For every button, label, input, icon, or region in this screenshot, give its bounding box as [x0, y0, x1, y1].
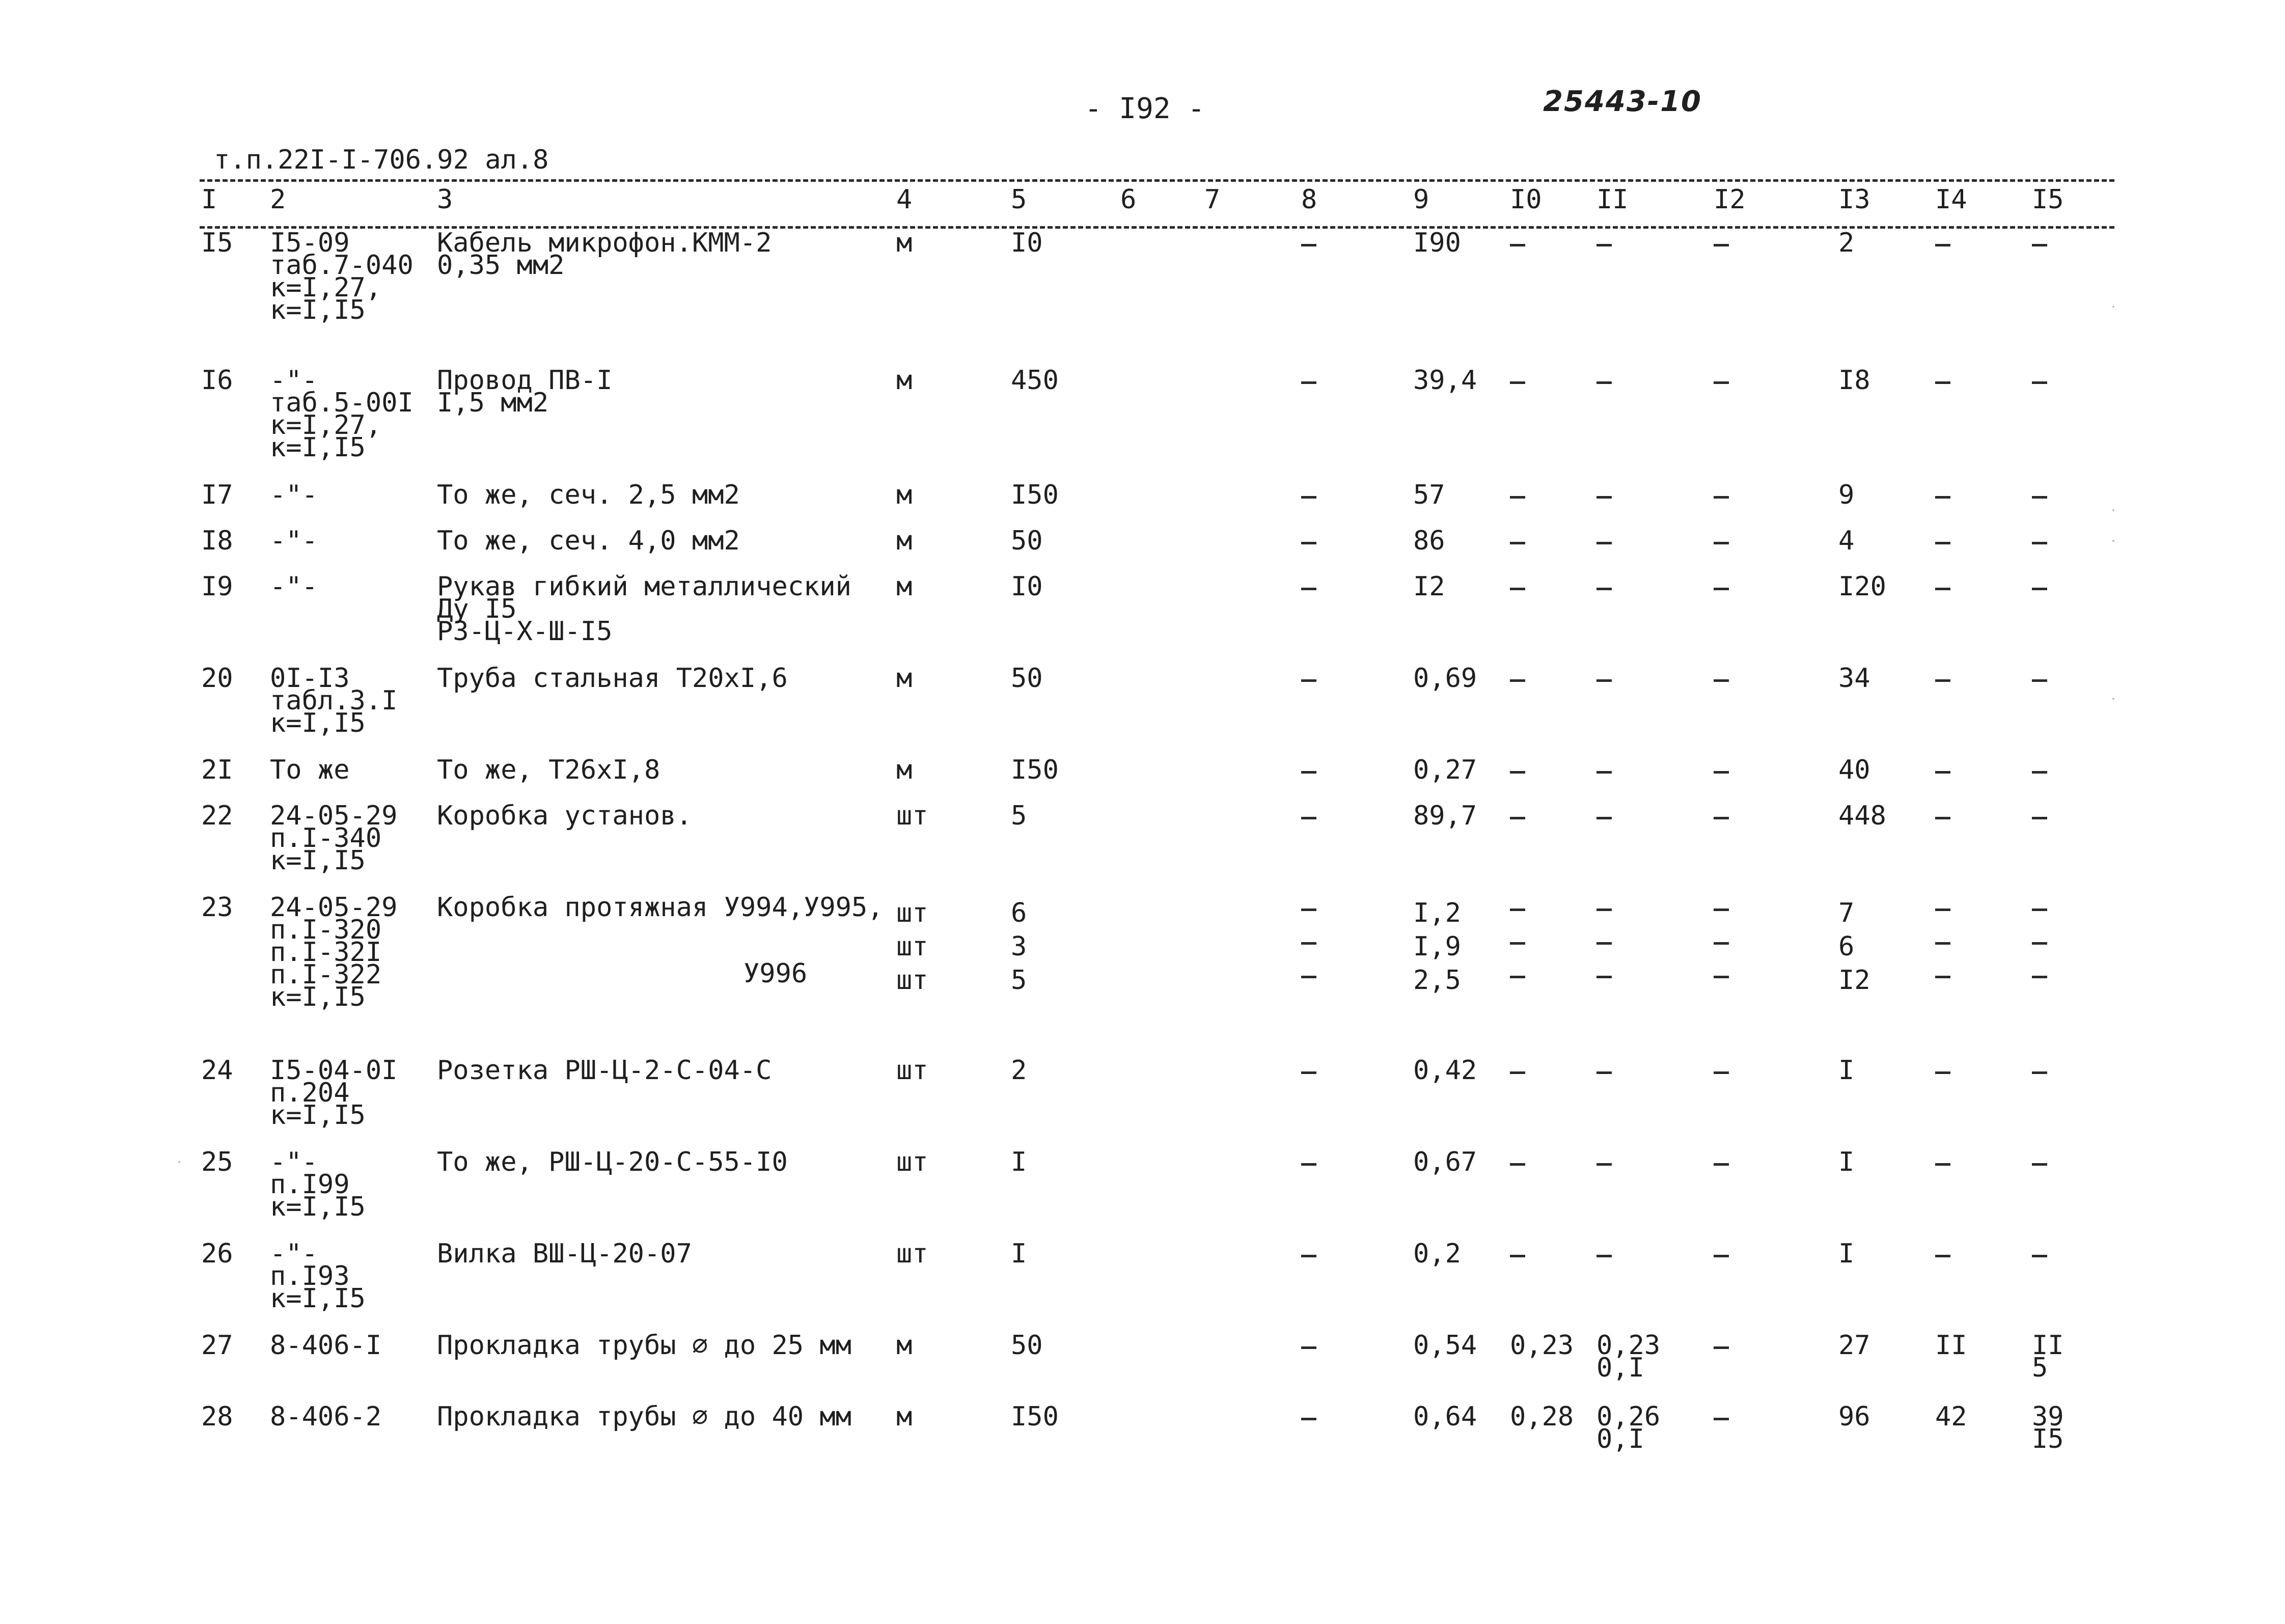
empty-dash: [2032, 1163, 2047, 1166]
empty-dash: [1510, 942, 1525, 945]
empty-dash: [1714, 679, 1729, 682]
row-unit: шт: [896, 1055, 928, 1086]
row-col9: 0,54: [1413, 1330, 1477, 1361]
row-code: -"-: [270, 571, 318, 602]
document-reference: т.п.22I-I-706.92 ал.8: [214, 145, 549, 175]
empty-dash: [1301, 976, 1316, 978]
column-header: 5: [1011, 184, 1027, 215]
empty-dash: [1510, 976, 1525, 978]
row-col13: 27: [1838, 1330, 1870, 1361]
empty-dash: [1301, 1418, 1316, 1420]
empty-dash: [1714, 942, 1729, 945]
empty-dash: [1510, 244, 1525, 246]
row-unit: м: [896, 1330, 913, 1361]
empty-dash: [1714, 1071, 1729, 1074]
row-unit: м: [896, 571, 913, 602]
row-name: Прокладка трубы ∅ до 25 мм: [437, 1330, 851, 1361]
row-col13: 9: [1838, 480, 1855, 510]
row-name: Розетка РШ-Ц-2-С-04-С: [437, 1055, 772, 1086]
row-name: Труба стальная Т20хI,6: [437, 663, 788, 694]
row-quantity: 5: [1011, 801, 1027, 831]
empty-dash: [1596, 496, 1612, 499]
column-header: I2: [1714, 184, 1746, 215]
row-unit: шт шт шт: [896, 898, 928, 996]
row-col13: 4: [1838, 526, 1855, 556]
row-code: -"- п.I93 к=I,I5: [270, 1238, 366, 1314]
row-col13: 7 6 I2: [1838, 898, 1870, 996]
empty-dash: [1596, 909, 1612, 911]
column-header: II: [1596, 184, 1629, 215]
empty-dash: [1714, 1255, 1729, 1257]
empty-dash: [1301, 1071, 1316, 1074]
row-col13: I20: [1838, 571, 1886, 602]
empty-dash: [1301, 244, 1316, 246]
row-unit: м: [896, 755, 913, 785]
header-top-rule: [200, 179, 2114, 182]
empty-dash: [2032, 588, 2047, 590]
empty-dash: [1301, 679, 1316, 682]
empty-dash: [1935, 542, 1950, 544]
empty-dash: [1596, 771, 1612, 774]
row-code: -"- п.I99 к=I,I5: [270, 1147, 366, 1222]
empty-dash: [1301, 496, 1316, 499]
column-header: 9: [1413, 184, 1429, 215]
row-col9: 0,67: [1413, 1147, 1477, 1177]
empty-dash: [1596, 542, 1612, 544]
empty-dash: [1596, 817, 1612, 819]
row-quantity: I: [1011, 1238, 1027, 1269]
row-unit: шт: [896, 801, 928, 831]
empty-dash: [1510, 1255, 1525, 1257]
row-unit: м: [896, 1401, 913, 1432]
row-number: 24: [201, 1055, 233, 1086]
handwritten-stamp: 25443-10: [1543, 85, 1702, 118]
row-unit: м: [896, 480, 913, 510]
column-header: 8: [1301, 184, 1317, 215]
row-number: 28: [201, 1401, 233, 1432]
empty-dash: [1596, 381, 1612, 384]
column-header: 7: [1204, 184, 1221, 215]
empty-dash: [2032, 909, 2047, 911]
empty-dash: [1714, 244, 1729, 246]
empty-dash: [1714, 542, 1729, 544]
column-header: I: [201, 184, 217, 215]
row-code: 8-406-I: [270, 1330, 382, 1361]
empty-dash: [2032, 771, 2047, 774]
row-name: То же, РШ-Ц-20-С-55-I0: [437, 1147, 788, 1177]
row-col13: I: [1838, 1238, 1855, 1269]
row-quantity: I50: [1011, 755, 1059, 785]
row-quantity: I: [1011, 1147, 1027, 1177]
empty-dash: [2032, 1071, 2047, 1074]
empty-dash: [1510, 1163, 1525, 1166]
row-name: Провод ПВ-I I,5 мм2: [437, 365, 613, 418]
row-quantity: I50: [1011, 1401, 1059, 1432]
empty-dash: [1510, 496, 1525, 499]
empty-dash: [1301, 1255, 1316, 1257]
row-unit: шт: [896, 1147, 928, 1177]
empty-dash: [1301, 1346, 1316, 1349]
empty-dash: [1510, 542, 1525, 544]
row-name: То же, Т26хI,8: [437, 755, 660, 785]
scan-speck: [2112, 540, 2114, 542]
empty-dash: [1510, 679, 1525, 682]
empty-dash: [1510, 909, 1525, 911]
scan-speck: [2112, 509, 2114, 511]
empty-dash: [1935, 1163, 1950, 1166]
row-col13: I8: [1838, 365, 1870, 396]
empty-dash: [1301, 771, 1316, 774]
empty-dash: [1596, 679, 1612, 682]
row-quantity: 2: [1011, 1055, 1027, 1086]
empty-dash: [1935, 588, 1950, 590]
empty-dash: [1935, 244, 1950, 246]
empty-dash: [2032, 679, 2047, 682]
row-code: 0I-I3 табл.3.I к=I,I5: [270, 663, 398, 738]
empty-dash: [2032, 976, 2047, 978]
row-col9: 0,64: [1413, 1401, 1477, 1432]
row-name: Коробка установ.: [437, 801, 692, 831]
empty-dash: [1596, 1255, 1612, 1257]
row-col9: 0,27: [1413, 755, 1477, 785]
empty-dash: [1510, 588, 1525, 590]
empty-dash: [1714, 771, 1729, 774]
empty-dash: [1510, 1071, 1525, 1074]
empty-dash: [1714, 1346, 1729, 1349]
row-col14: II: [1935, 1330, 1967, 1361]
row-col9: 0,69: [1413, 663, 1477, 694]
row-col10: 0,23: [1510, 1330, 1574, 1361]
empty-dash: [1596, 942, 1612, 945]
empty-dash: [1935, 496, 1950, 499]
empty-dash: [1714, 381, 1729, 384]
row-col13: 34: [1838, 663, 1870, 694]
row-quantity: 50: [1011, 663, 1043, 694]
empty-dash: [2032, 244, 2047, 246]
row-col14: 42: [1935, 1401, 1967, 1432]
row-col13: 2: [1838, 228, 1855, 258]
empty-dash: [1714, 496, 1729, 499]
row-code: I5-09 таб.7-040 к=I,27, к=I,I5: [270, 228, 414, 325]
empty-dash: [1714, 1418, 1729, 1420]
row-quantity: I0: [1011, 228, 1043, 258]
row-col15: 39 I5: [2032, 1401, 2064, 1454]
row-code: -"- таб.5-00I к=I,27, к=I,I5: [270, 365, 414, 463]
empty-dash: [1935, 942, 1950, 945]
empty-dash: [1510, 381, 1525, 384]
row-unit: шт: [896, 1238, 928, 1269]
row-number: 26: [201, 1238, 233, 1269]
empty-dash: [1301, 381, 1316, 384]
empty-dash: [1714, 976, 1729, 978]
row-col9: 86: [1413, 526, 1445, 556]
row-code: То же: [270, 755, 350, 785]
row-col9: 0,2: [1413, 1238, 1461, 1269]
row-number: I9: [201, 571, 233, 602]
empty-dash: [2032, 942, 2047, 945]
page-number: - I92 -: [1085, 92, 1205, 125]
scan-speck: [2112, 306, 2114, 308]
empty-dash: [1596, 1071, 1612, 1074]
row-quantity: 6 3 5: [1011, 898, 1027, 996]
empty-dash: [2032, 817, 2047, 819]
row-col15: II 5: [2032, 1330, 2064, 1383]
empty-dash: [2032, 1255, 2047, 1257]
row-code: -"-: [270, 526, 318, 556]
row-number: 23: [201, 892, 233, 923]
empty-dash: [1935, 976, 1950, 978]
empty-dash: [1301, 817, 1316, 819]
row-col9: I,2 I,9 2,5: [1413, 898, 1461, 996]
row-name: То же, сеч. 4,0 мм2: [437, 526, 740, 556]
row-col9: 39,4: [1413, 365, 1477, 396]
row-name: Рукав гибкий металлический Ду I5 Р3-Ц-Х-Ш-I5: [437, 571, 851, 647]
scan-speck: [178, 1161, 180, 1163]
row-quantity: I50: [1011, 480, 1059, 510]
row-number: 27: [201, 1330, 233, 1361]
row-name: Кабель микрофон.КММ-2 0,35 мм2: [437, 228, 772, 281]
empty-dash: [1301, 588, 1316, 590]
row-number: 2I: [201, 755, 233, 785]
row-name: То же, сеч. 2,5 мм2: [437, 480, 740, 510]
row-number: I5: [201, 228, 233, 258]
empty-dash: [1714, 909, 1729, 911]
empty-dash: [1301, 542, 1316, 544]
scan-speck: [2112, 698, 2114, 700]
row-number: 20: [201, 663, 233, 694]
column-header: I5: [2032, 184, 2064, 215]
row-col13: 448: [1838, 801, 1886, 831]
row-col13: 96: [1838, 1401, 1870, 1432]
empty-dash: [1596, 244, 1612, 246]
empty-dash: [1935, 817, 1950, 819]
column-header: 3: [437, 184, 453, 215]
row-unit: м: [896, 365, 913, 396]
empty-dash: [1301, 909, 1316, 911]
row-col9: I90: [1413, 228, 1461, 258]
row-number: I8: [201, 526, 233, 556]
empty-dash: [1935, 381, 1950, 384]
empty-dash: [1714, 817, 1729, 819]
row-code: 24-05-29 п.I-340 к=I,I5: [270, 801, 398, 876]
row-code: 8-406-2: [270, 1401, 382, 1432]
row-code: 24-05-29 п.I-320 п.I-32I п.I-322 к=I,I5: [270, 892, 398, 1012]
row-code: I5-04-0I п.204 к=I,I5: [270, 1055, 398, 1131]
empty-dash: [1510, 817, 1525, 819]
row-name: Прокладка трубы ∅ до 40 мм: [437, 1401, 851, 1432]
empty-dash: [1510, 771, 1525, 774]
empty-dash: [1935, 771, 1950, 774]
column-header: 2: [270, 184, 286, 215]
row-col13: I: [1838, 1147, 1855, 1177]
empty-dash: [1596, 976, 1612, 978]
row-quantity: 50: [1011, 526, 1043, 556]
column-header: 4: [896, 184, 913, 215]
row-col13: I: [1838, 1055, 1855, 1086]
column-header: I0: [1510, 184, 1542, 215]
row-col9: I2: [1413, 571, 1445, 602]
row-col11: 0,26 0,I: [1596, 1401, 1661, 1454]
column-header: I4: [1935, 184, 1967, 215]
empty-dash: [1596, 588, 1612, 590]
empty-dash: [1596, 1163, 1612, 1166]
row-col9: 57: [1413, 480, 1445, 510]
row-quantity: I0: [1011, 571, 1043, 602]
row-col9: 89,7: [1413, 801, 1477, 831]
empty-dash: [1935, 1255, 1950, 1257]
row-unit: м: [896, 663, 913, 694]
empty-dash: [1301, 1163, 1316, 1166]
empty-dash: [1935, 909, 1950, 911]
empty-dash: [1714, 1163, 1729, 1166]
empty-dash: [2032, 496, 2047, 499]
empty-dash: [1935, 679, 1950, 682]
row-number: 22: [201, 801, 233, 831]
empty-dash: [1714, 588, 1729, 590]
empty-dash: [1935, 1071, 1950, 1074]
row-col10: 0,28: [1510, 1401, 1574, 1432]
row-quantity: 50: [1011, 1330, 1043, 1361]
row-number: I6: [201, 365, 233, 396]
row-unit: м: [896, 228, 913, 258]
row-number: 25: [201, 1147, 233, 1177]
empty-dash: [1301, 942, 1316, 945]
empty-dash: [2032, 381, 2047, 384]
empty-dash: [2032, 542, 2047, 544]
row-name: Вилка ВШ-Ц-20-07: [437, 1238, 692, 1269]
row-col13: 40: [1838, 755, 1870, 785]
row-name: Коробка протяжная У994,У995,: [437, 892, 884, 923]
row-quantity: 450: [1011, 365, 1059, 396]
column-header: 6: [1120, 184, 1137, 215]
u996-label: У996: [744, 958, 808, 989]
row-code: -"-: [270, 480, 318, 510]
row-col11: 0,23 0,I: [1596, 1330, 1661, 1383]
column-header: I3: [1838, 184, 1870, 215]
row-unit: м: [896, 526, 913, 556]
row-number: I7: [201, 480, 233, 510]
row-col9: 0,42: [1413, 1055, 1477, 1086]
